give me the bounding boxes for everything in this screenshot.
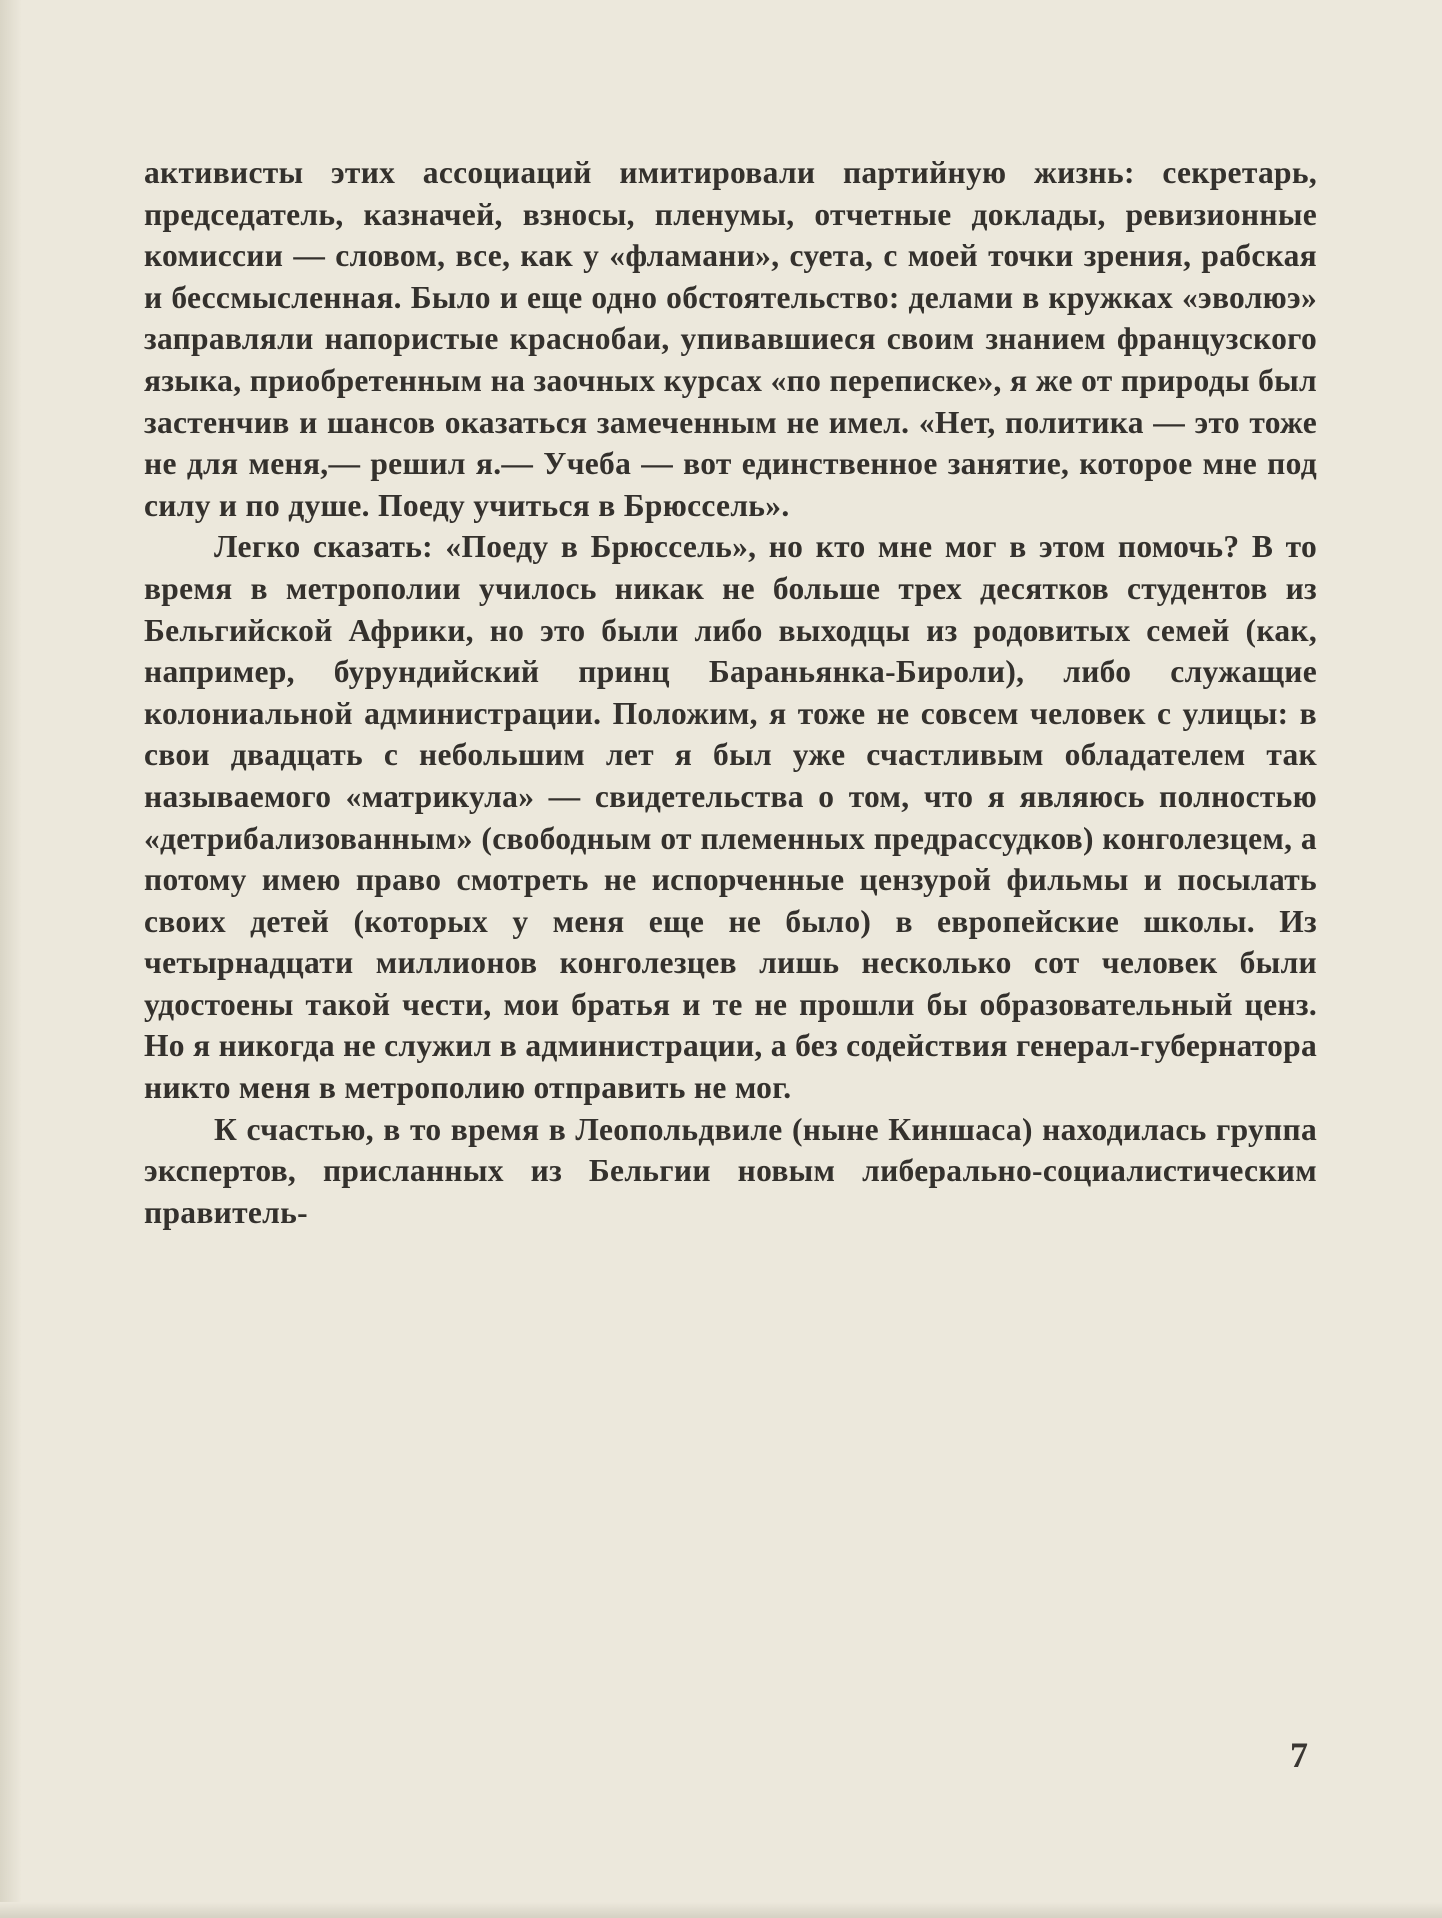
page-number: 7 <box>1290 1735 1308 1775</box>
paragraph: К счастью, в то время в Леопольдвиле (ныне Киншаса) находилась группа экспертов, присланных из Бельгии новым либерально-социалистическим правитель- <box>144 1111 1317 1230</box>
body-text <box>144 152 1317 1233</box>
paragraph: Легко сказать: «Поеду в Брюссель», но кто мне мог в этом помочь? В то время в метрополии училось никак не больше трех десятков студентов из Бельгийской Африки, но это были либо выходцы из родовитых семей (как, например, бурундийский принц Бараньянка-Бироли), либо служащие колониальной администрации. Положим, я тоже не совсем человек с улицы: в свои двадцать с небольшим лет я был уже счастливым обладателем так называемого «матрикула» — свидетельства о том, что я являюсь полностью «детрибализованным» (свободным от племенных предрассудков) конголезцем, а потому имею право смотреть не испорченные цензурой фильмы и посылать своих детей (которых у меня еще не было) в европейские школы. Из четырнадцати миллионов конголезцев лишь несколько сот человек были удостоены такой чести, мои братья и те не прошли бы образовательный ценз. Но я никогда не служил в администрации, а без содействия генерал-губернатора никто меня в метрополию отправить не мог. <box>144 529 1317 1106</box>
paragraph-continuation: активисты этих ассоциаций имитировали партийную жизнь: секретарь, председатель, казначей, взносы, пленумы, отчетные доклады, ревизионные комиссии — словом, все, как у «фламани», суета, с моей точки зрения, рабская и бессмысленная. Было и еще одно обстоятельство: делами в кружках «эволюэ» заправляли напористые краснобаи, упивавшиеся своим знанием французского языка, приобретенным на заочных курсах «по переписке», я же от природы был застенчив и шансов оказаться замеченным не имел. «Нет, политика — это тоже не для меня,— решил я.— Учеба — вот единственное занятие, которое мне под силу и по душе. Поеду учиться в Брюссель». <box>144 155 1317 523</box>
page-binding-edge <box>0 0 22 1918</box>
page-bottom-edge <box>0 1902 1442 1918</box>
